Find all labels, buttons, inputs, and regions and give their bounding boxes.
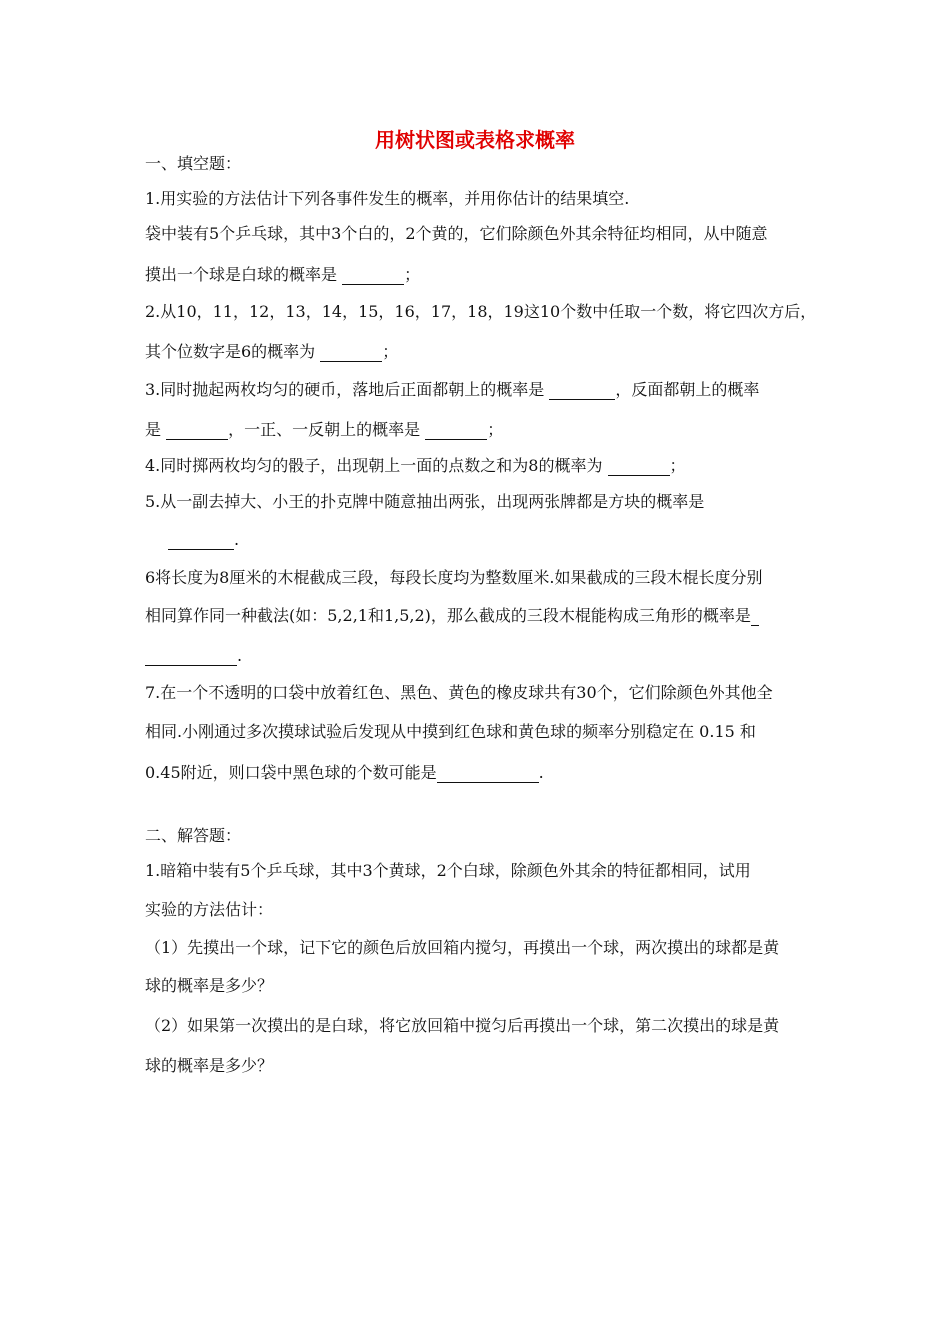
section-heading-answer: 二、解答题：	[145, 826, 242, 845]
q5-line-2: .	[168, 530, 239, 550]
q3-line-2: 是 ，一正、一反朝上的概率是 ；	[145, 420, 504, 439]
q1-line-2: 袋中装有5个乒乓球，其中3个白的，2个黄的，它们除颜色外其余特征均相同，从中随意	[145, 224, 768, 243]
q1-line-3: 摸出一个球是白球的概率是 ；	[145, 265, 421, 284]
a1-part1-line-1: （1）先摸出一个球，记下它的颜色后放回箱内搅匀，再摸出一个球，两次摸出的球都是黄	[145, 938, 780, 957]
answer-blank[interactable]	[425, 424, 487, 440]
section-heading-fill-in: 一、填空题：	[145, 154, 242, 173]
answer-blank-start[interactable]	[751, 610, 759, 626]
answer-blank[interactable]	[168, 534, 234, 550]
a1-line-1: 1.暗箱中装有5个乒乓球，其中3个黄球，2个白球，除颜色外其余的特征都相同，试用	[145, 861, 751, 880]
q2-line-1: 2.从10，11，12，13，14，15，16，17，18，19这10个数中任取一个数，将它四次方后，	[145, 302, 817, 321]
q5-line-1: 5.从一副去掉大、小王的扑克牌中随意抽出两张，出现两张牌都是方块的概率是	[145, 492, 705, 511]
q3-line-1: 3.同时抛起两枚均匀的硬币，落地后正面都朝上的概率是 ，反面都朝上的概率	[145, 380, 760, 399]
a1-line-2: 实验的方法估计：	[145, 900, 274, 919]
answer-blank[interactable]	[320, 346, 382, 362]
page-title: 用树状图或表格求概率	[375, 128, 575, 152]
q4-line-1: 4.同时掷两枚均匀的骰子，出现朝上一面的点数之和为8的概率为 ；	[145, 456, 686, 475]
q1-line-1: 1.用实验的方法估计下列各事件发生的概率，并用你估计的结果填空.	[145, 189, 630, 208]
q6-line-3: .	[145, 646, 242, 666]
answer-blank[interactable]	[608, 460, 670, 476]
answer-blank[interactable]	[145, 650, 237, 666]
a1-part2-line-1: （2）如果第一次摸出的是白球，将它放回箱中搅匀后再摸出一个球，第二次摸出的球是黄	[145, 1016, 780, 1035]
q7-line-1: 7.在一个不透明的口袋中放着红色、黑色、黄色的橡皮球共有30个，它们除颜色外其他全	[145, 683, 773, 702]
q7-line-2: 相同.小刚通过多次摸球试验后发现从中摸到红色球和黄色球的频率分别稳定在 0.15 和	[145, 722, 756, 741]
a1-part2-line-2: 球的概率是多少？	[145, 1056, 274, 1075]
q6-line-1: 6将长度为8厘米的木棍截成三段，每段长度均为整数厘米.如果截成的三段木棍长度分别	[145, 568, 763, 587]
q2-line-2: 其个位数字是6的概率为 ；	[145, 342, 399, 361]
q6-line-2: 相同算作同一种截法(如：5,2,1和1,5,2)，那么截成的三段木棍能构成三角形的概率是	[145, 606, 759, 626]
answer-blank[interactable]	[166, 424, 228, 440]
answer-blank[interactable]	[342, 269, 404, 285]
answer-blank[interactable]	[437, 767, 539, 783]
q7-line-3: 0.45附近，则口袋中黑色球的个数可能是 .	[145, 763, 544, 782]
a1-part1-line-2: 球的概率是多少？	[145, 976, 274, 995]
answer-blank[interactable]	[549, 384, 615, 400]
